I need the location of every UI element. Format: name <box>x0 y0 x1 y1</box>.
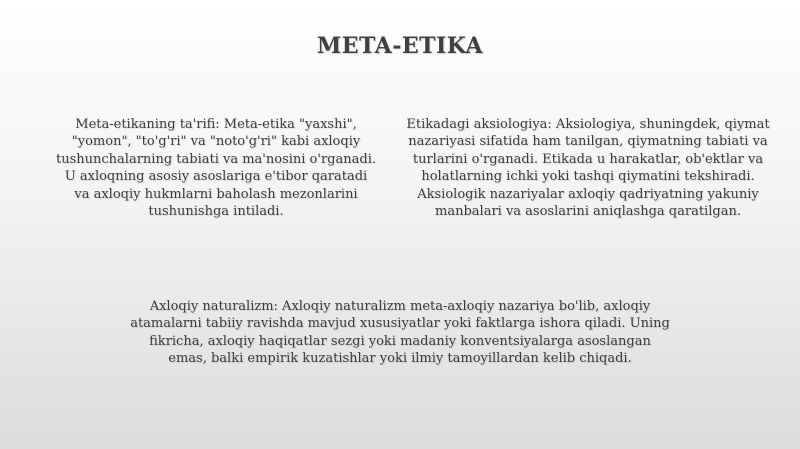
definition-text-block: Meta-etikaning ta'rifi: Meta-etika "yaxshi", "yomon", "to'g'ri" va "noto'g'ri" kabi axloqiy tushunchalarning tabiati va ma'nosini o'rganadi. U axloqning asosiy asoslariga e'tibor qaratadi va axloqiy hukmlarni baholash mezonlarini tushunishga intiladi. <box>56 117 376 220</box>
naturalism-text-block: Axloqiy naturalizm: Axloqiy naturalizm meta-axloqiy nazariya bo'lib, axloqiy atamalarni tabiiy ravishda mavjud xususiyatlar yoki faktlarga ishora qiladi. Uning fikricha, axloqiy haqiqatlar sezgi yoki madaniy konventsiyalarga asoslangan emas, balki empirik kuzatishlar yoki ilmiy tamoyillardan kelib chiqadi. <box>130 299 670 367</box>
axiology-text-block: Etikadagi aksiologiya: Aksiologiya, shuningdek, qiymat nazariyasi sifatida ham tanilgan, qiymatning tabiati va turlarini o'rganadi. Etikada u harakatlar, ob'ektlar va holatlarning ichki yoki tashqi qiymatini tekshiradi. Aksiologik nazariyalar axloqiy qadriyatning yakuniy manbalari va asoslarini aniqlashga qaratilgan. <box>406 117 770 220</box>
slide-title: META-ETIKA <box>316 33 484 59</box>
